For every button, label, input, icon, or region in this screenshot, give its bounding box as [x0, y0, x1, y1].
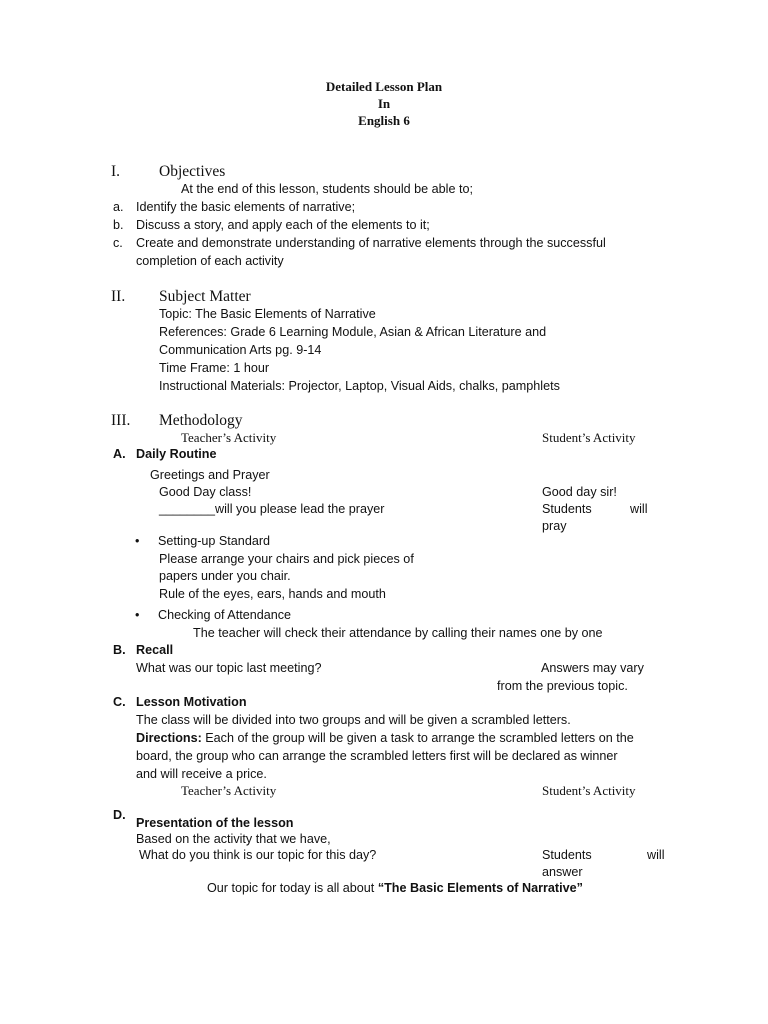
presentation-student-answer: answer [542, 865, 583, 879]
list-marker: a. [113, 200, 124, 214]
objective-item: Identify the basic elements of narrative; [136, 200, 356, 214]
directions-text: and will receive a price. [136, 767, 267, 781]
section-numeral-2: II. [111, 288, 126, 305]
bullet-icon: • [135, 534, 140, 548]
directions-label: Directions: [136, 731, 202, 745]
directions-text: board, the group who can arrange the scrambled letters first will be declared as winner [136, 749, 618, 763]
recall-student-answer: from the previous topic. [497, 679, 628, 693]
presentation-student-answer: Students [542, 848, 592, 862]
student-prayer-response: will [630, 502, 648, 516]
bullet-icon: • [135, 608, 140, 622]
subsection-title-presentation: Presentation of the lesson [136, 816, 294, 830]
objective-item: Create and demonstrate understanding of narrative elements through the successful [136, 236, 606, 250]
motivation-line: The class will be divided into two groups and will be given a scrambled letters. [136, 713, 571, 727]
subsection-title-daily-routine: Daily Routine [136, 447, 217, 461]
topic-title: “The Basic Elements of Narrative” [377, 881, 583, 895]
doc-title-line2: In [377, 96, 391, 111]
teacher-activity-column-header: Teacher’s Activity [181, 783, 277, 798]
list-marker: c. [113, 236, 123, 250]
section-heading-subject-matter: Subject Matter [159, 288, 251, 305]
section-heading-objectives: Objectives [159, 163, 226, 180]
objectives-intro: At the end of this lesson, students should be able to; [181, 182, 473, 196]
student-activity-column-header: Student’s Activity [542, 430, 636, 445]
subject-topic: Topic: The Basic Elements of Narrative [159, 307, 376, 321]
section-heading-methodology: Methodology [159, 412, 243, 429]
section-numeral-1: I. [111, 163, 121, 180]
subsection-title-recall: Recall [136, 643, 174, 657]
teacher-activity-column-header: Teacher’s Activity [181, 430, 277, 445]
teacher-prayer-request: ________will you please lead the prayer [159, 502, 385, 516]
objective-item-continued: completion of each activity [136, 254, 284, 268]
subject-references-continued: Communication Arts pg. 9-14 [159, 343, 322, 357]
subsection-marker: A. [113, 447, 126, 461]
attendance-line: The teacher will check their attendance by calling their names one by one [193, 626, 603, 640]
motivation-directions [136, 731, 634, 745]
presentation-line: Based on the activity that we have, [136, 832, 331, 846]
topic-announcement [207, 881, 583, 895]
recall-teacher-question: What was our topic last meeting? [136, 661, 322, 675]
subject-materials: Instructional Materials: Projector, Laptop, Visual Aids, chalks, pamphlets [159, 379, 560, 393]
student-prayer-response: pray [542, 519, 567, 533]
subsection-marker: C. [113, 695, 126, 709]
objective-item: Discuss a story, and apply each of the elements to it; [136, 218, 430, 232]
subject-references: References: Grade 6 Learning Module, Asian & African Literature and [159, 325, 547, 339]
subject-time-frame: Time Frame: 1 hour [159, 361, 270, 375]
subsection-marker: D. [113, 808, 126, 822]
student-prayer-response: Students [542, 502, 592, 516]
setting-up-standard-title: Setting-up Standard [158, 534, 271, 548]
recall-student-answer: Answers may vary [541, 661, 644, 675]
setup-line: Rule of the eyes, ears, hands and mouth [159, 587, 386, 601]
student-activity-column-header: Student’s Activity [542, 783, 636, 798]
section-numeral-3: III. [111, 412, 131, 429]
subsection-title-lesson-motivation: Lesson Motivation [136, 695, 247, 709]
subsection-marker: B. [113, 643, 126, 657]
presentation-student-answer: will [647, 848, 665, 862]
topic-prefix: Our topic for today is all about [207, 881, 378, 895]
checking-attendance-title: Checking of Attendance [158, 608, 292, 622]
list-marker: b. [113, 218, 124, 232]
setup-line: papers under you chair. [159, 569, 291, 583]
setup-line: Please arrange your chairs and pick pieces of [159, 552, 414, 566]
directions-text: Each of the group will be given a task to arrange the scrambled letters on the [201, 731, 634, 745]
doc-title-line1: Detailed Lesson Plan [325, 79, 443, 94]
greetings-title: Greetings and Prayer [150, 468, 270, 482]
presentation-teacher-question: What do you think is our topic for this day? [139, 848, 377, 862]
doc-title-line3: English 6 [358, 113, 410, 128]
student-greeting: Good day sir! [542, 485, 617, 499]
teacher-greeting: Good Day class! [159, 485, 252, 499]
